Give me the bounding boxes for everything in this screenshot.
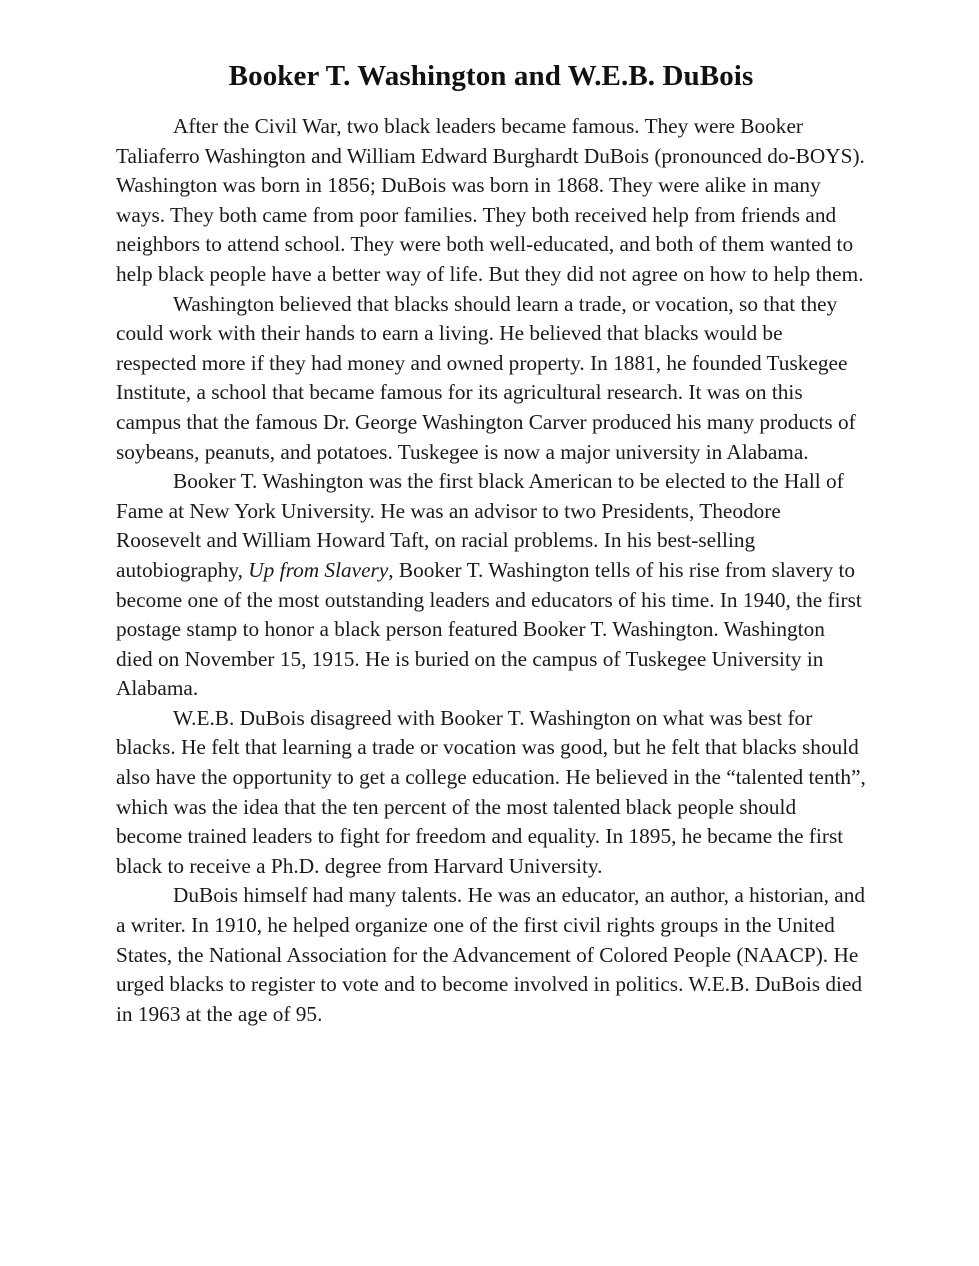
paragraph-1: After the Civil War, two black leaders became famous. They were Booker Taliaferro Washington and William Edward Burghardt DuBois (pronounced do-BOYS). Washington was born in 1856; DuBois was born in 1868. They were alike in many ways. They both came from poor families. They both received help from friends and neighbors to attend school. They were both well-educated, and both of them wanted to help black people have a better way of life. But they did not agree on how to help them. [116, 114, 865, 286]
paragraph-3-text-before: Booker T. Washington was the first black American to be elected to the Hall of Fame at New York University. He was an advisor to two Presidents, Theodore Roosevelt and William Howard Taft, on racial problems. In his best-selling autobiography, [116, 469, 844, 582]
document-title: Booker T. Washington and W.E.B. DuBois [228, 60, 754, 92]
paragraph-3-text-after: , Booker T. Washington tells of his rise from slavery to become one of the most outstanding leaders and educators of his time. In 1940, the first postage stamp to honor a black person featured Booker T. Washington. Washington died on November 15, 1915. He is buried on the campus of Tuskegee University in Alabama. [116, 557, 862, 701]
document-page [116, 58, 866, 1029]
paragraph-5: DuBois himself had many talents. He was an educator, an author, a historian, and a writer. In 1910, he helped organize one of the first civil rights groups in the United States, the National Association for the Advancement of Colored People (NAACP). He urged blacks to register to vote and to become involved in politics. W.E.B. DuBois died in 1963 at the age of 95. [116, 883, 866, 1026]
paragraph-2: Washington believed that blacks should learn a trade, or vocation, so that they could work with their hands to earn a living. He believed that blacks would be respected more if they had money and owned property. In 1881, he founded Tuskegee Institute, a school that became famous for its agricultural research. It was on this campus that the famous Dr. George Washington Carver produced his many products of soybeans, peanuts, and potatoes. Tuskegee is now a major university in Alabama. [116, 291, 856, 464]
paragraph-3 [116, 467, 866, 704]
book-title-up-from-slavery: Up from Slavery [248, 557, 389, 582]
paragraph-4: W.E.B. DuBois disagreed with Booker T. Washington on what was best for blacks. He felt that learning a trade or vocation was good, but he felt that blacks should also have the opportunity to get a college education. He believed in the “talented tenth”, which was the idea that the ten percent of the most talented black people should become trained leaders to fight for freedom and equality. In 1895, he became the first black to receive a Ph.D. degree from Harvard University. [116, 705, 866, 878]
document-body [116, 112, 866, 1029]
